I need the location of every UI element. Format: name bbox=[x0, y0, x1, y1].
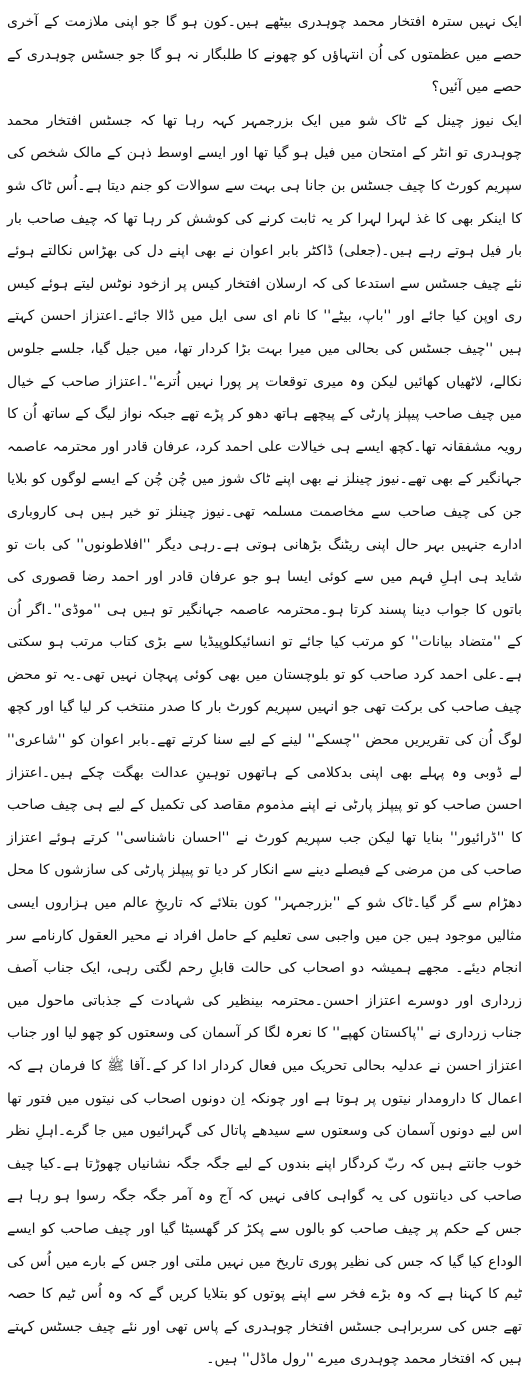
article-body bbox=[7, 6, 522, 1376]
article-paragraph-1: ایک نہیں سترہ افتخار محمد چوہدری بیٹھے ہیں۔کون ہو گا جو اپنی ملازمت کے آخری حصے میں عظمتوں کی اُن انتہاؤں کو چھونے کا طلبگار نہ ہو گا جو جسٹس چوہدری کے حصے میں آئیں؟ bbox=[7, 14, 522, 96]
article-paragraph-2: ایک نیوز چینل کے ٹاک شو میں ایک بزرجمہر کہہ رہا تھا کہ جسٹس افتخار محمد چوہدری تو انٹر کے امتحان میں فیل ہو گیا تھا اور ایسے اوسط ذہن کے مالک شخص کی سپریم کورٹ کا چیف جسٹس بن جانا ہی بہت سے سوالات کو جنم دیتا ہے۔اُس ٹاک شو کا اینکر بھی کا غذ لہرا لہرا کر یہ ثابت کرنے کی کوشش کر رہا تھا کہ چیف صاحب بار بار فیل ہوتے رہے ہیں۔(جعلی) ڈاکٹر بابر اعوان نے بھی اپنے دل کی بھڑاس نکالتے ہوئے نئے چیف جسٹس سے استدعا کی کہ ارسلان افتخار کیس پر ازخود نوٹس لیتے ہوئے کیس ری اوپن کیا جائے اور ''باپ، بیٹے'' کا نام ای سی ایل میں ڈالا جائے۔اعتزاز احسن کہتے ہیں ''چیف جسٹس کی بحالی میں میرا بہت بڑا کردار تھا، میں جیل گیا، جلسے جلوس نکالے، لاٹھیاں کھائیں لیکن وہ میری توقعات پر پورا نہیں اُترے''۔اعتزاز صاحب کے خیال میں چیف صاحب پیپلز پارٹی کے پیچھے ہاتھ دھو کر پڑے تھے جبکہ نواز لیگ کے ساتھ اُن کا رویہ مشفقانہ تھا۔کچھ ایسے ہی خیالات علی احمد کرد، عرفان قادر اور محترمہ عاصمہ جہانگیر کے بھی تھے۔نیوز چینلز نے بھی اپنے ٹاک شوز میں چُن چُن کے ایسے لوگوں کو بلایا جن کی چیف صاحب سے مخاصمت مسلمہ تھی۔نیوز چینلز تو خیر ہیں ہی کاروباری ادارے جنہیں بہر حال اپنی ریٹنگ بڑھانی ہوتی ہے۔رہی دیگر ''افلاطونوں'' کی بات تو شاید ہی اہلِ فہم میں سے کوئی ایسا ہو جو عرفان قادر اور احمد رضا قصوری کی باتوں کا جواب دینا پسند کرتا ہو۔محترمہ عاصمہ جہانگیر تو ہیں ہی ''موڈی''۔اگر اُن کے ''متضاد بیانات'' کو مرتب کیا جائے تو انسائیکلوپیڈیا سے بڑی کتاب مرتب ہو سکتی ہے۔علی احمد کرد صاحب کو تو بلوچستان میں بھی کوئی پہچان نہیں تھی۔یہ تو محض چیف صاحب کی برکت تھی جو انہیں سپریم کورٹ بار کا صدر منتخب کر لیا گیا اور کچھ لوگ اُن کی تقریریں محض ''چسکے'' لینے کے لیے سنا کرتے تھے۔بابر اعوان کو ''شاعری'' لے ڈوبی وہ پہلے بھی اپنی بدکلامی کے ہاتھوں توہینِ عدالت بھگت چکے ہیں۔اعتزاز احسن صاحب کو تو پیپلز پارٹی نے اپنے مذموم مقاصد کی تکمیل کے لیے ہی چیف صاحب کا ''ڈرائیور'' بنایا تھا لیکن جب سپریم کورٹ نے ''احسان ناشناسی'' کرتے ہوئے اعتزاز صاحب کی من مرضی کے فیصلے دینے سے انکار کر دیا تو پیپلز پارٹی کی سازشوں کا محل دھڑام سے گر گیا۔ٹاک شو کے ''بزرجمہر'' کون بتلائے کہ تاریخِ عالم میں ہزاروں ایسی مثالیں موجود ہیں جن میں واجبی سی تعلیم کے حامل افراد نے محیر العقول کارنامے سر انجام دیئے۔ مجھے ہمیشہ دو اصحاب کی حالت قابلِ رحم لگتی رہی، ایک جناب آصف زرداری اور دوسرے اعتزاز احسن۔محترمہ بینظیر کی شہادت کے جذباتی ماحول میں جناب زرداری نے ''پاکستان کھپے'' کا نعرہ لگا کر آسمان کی وسعتوں کو چھو لیا اور جناب اعتزاز احسن نے عدلیہ بحالی تحریک میں فعال کردار ادا کر کے۔آقا ﷺ کا فرمان ہے کہ اعمال کا دارومدار نیتوں پر ہوتا ہے اور چونکہ اِن دونوں اصحاب کی نیتوں میں فتور تھا اس لیے دونوں آسمان کی وسعتوں سے سیدھے پاتال کی گہرائیوں میں جا گرے۔اہلِ نظر خوب جانتے ہیں کہ ربّ کردگار اپنے بندوں کے لیے جگہ جگہ نشانیاں چھوڑتا ہے۔کیا چیف صاحب کی دیانتوں کی یہ گواہی کافی نہیں کہ آج وہ آمر جگہ جگہ رسوا ہو رہا ہے جس کے حکم پر چیف صاحب کو بالوں سے پکڑ کر گھسیٹا گیا اور چیف صاحب کو ایسے الوداع کیا گیا کہ جس کی نظیر پوری تاریخ میں نہیں ملتی اور جس کے بارے میں اُس کی ٹیم کا کہنا ہے کہ وہ بڑے فخر سے اپنے پوتوں کو بتلایا کریں گے کہ وہ اُس ٹیم کا حصہ تھے جس کی سربراہی جسٹس افتخار چوہدری کے پاس تھی اور نئے چیف جسٹس کہتے ہیں کہ افتخار محمد چوہدری میرے ''رول ماڈل'' ہیں۔ bbox=[7, 112, 522, 1368]
